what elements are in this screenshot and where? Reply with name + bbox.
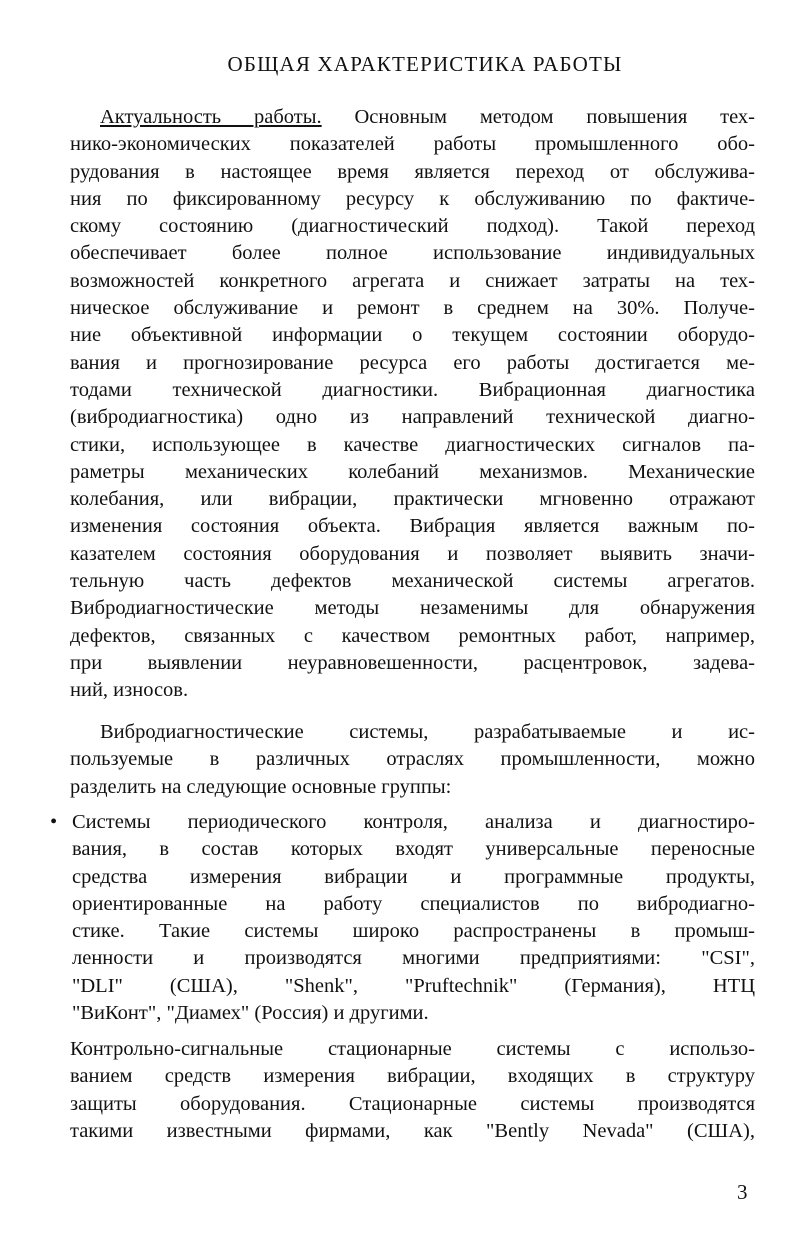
page-title: ОБЩАЯ ХАРАКТЕРИСТИКА РАБОТЫ xyxy=(227,52,623,76)
paragraph-line: возможностей конкретного агрегата и снижает затраты на тех- xyxy=(70,269,755,292)
bullet-icon: • xyxy=(50,811,58,833)
paragraph-line: ния по фиксированному ресурсу к обслуживанию по фактиче- xyxy=(70,187,755,210)
paragraph-line: казателем состояния оборудования и позволяет выявить значи- xyxy=(70,542,755,565)
paragraph-line: ние объективной информации о текущем состоянии оборудо- xyxy=(70,324,755,347)
paragraph-line: "ВиКонт", "Диамех" (Россия) и другими. xyxy=(72,1002,429,1025)
paragraph-groups-intro xyxy=(70,719,755,801)
paragraph-line: средства измерения вибрации и программные продукты, xyxy=(72,865,755,888)
paragraph-line: при выявлении неуравновешенности, расцентровок, задева- xyxy=(70,651,755,674)
paragraph-line: "DLI" (США), "Shenk", "Pruftechnik" (Германия), НТЦ xyxy=(72,974,755,997)
paragraph-line: тодами технической диагностики. Вибрационная диагностика xyxy=(70,378,755,401)
paragraph-line: ленности и производятся многими предприятиями: "CSI", xyxy=(72,947,755,970)
paragraph-line: защиты оборудования. Стационарные системы производятся xyxy=(70,1092,755,1115)
paragraph-line: стике. Такие системы широко распространены в промыш- xyxy=(72,920,755,943)
paragraph-line: ванием средств измерения вибрации, входящих в структуру xyxy=(70,1065,755,1088)
paragraph-line: (вибродиагностика) одно из направлений технической диагно- xyxy=(70,406,755,429)
paragraph-line: нико-экономических показателей работы промышленного обо- xyxy=(70,133,755,156)
paragraph-line: обеспечивает более полное использование индивидуальных xyxy=(70,242,755,265)
paragraph-line: ний, износов. xyxy=(70,679,189,702)
paragraph-line: ническое обслуживание и ремонт в среднем на 30%. Получе- xyxy=(70,297,755,320)
paragraph-line: Системы периодического контроля, анализа и диагностиро- xyxy=(72,811,755,833)
paragraph-line: дефектов, связанных с качеством ремонтных работ, например, xyxy=(70,624,755,647)
paragraph-line: колебания, или вибрации, практически мгновенно отражают xyxy=(70,488,755,511)
paragraph-line: изменения состояния объекта. Вибрация является важным по- xyxy=(70,515,755,538)
bullet-item xyxy=(50,809,755,1027)
paragraph-line: ориентированные на работу специалистов по вибродиагно- xyxy=(72,892,755,915)
paragraph-line: Вибродиагностические системы, разрабатываемые и ис- xyxy=(100,721,755,743)
page-number: 3 xyxy=(737,1180,748,1204)
paragraph-line: Контрольно-сигнальные стационарные системы с использо- xyxy=(70,1038,755,1060)
paragraph-line: вания, в состав которых входят универсальные переносные xyxy=(72,838,755,861)
section-heading: Актуальность работы. xyxy=(100,106,322,128)
paragraph-line: пользуемые в различных отраслях промышленности, можно xyxy=(70,748,755,771)
paragraph-line: скому состоянию (диагностический подход). Такой переход xyxy=(70,215,755,238)
paragraph-stationary-systems xyxy=(70,1036,755,1145)
paragraph-line: стики, использующее в качестве диагностических сигналов па- xyxy=(70,433,755,456)
paragraph-relevance xyxy=(70,104,755,705)
paragraph-line: такими известными фирмами, как "Bently Nevada" (США), xyxy=(70,1119,755,1142)
paragraph-line: разделить на следующие основные группы: xyxy=(70,775,452,798)
paragraph-line: рудования в настоящее время является переход от обслужива- xyxy=(70,160,755,183)
paragraph-line: раметры механических колебаний механизмов. Механические xyxy=(70,460,755,483)
paragraph-line: Вибродиагностические методы незаменимы для обнаружения xyxy=(70,597,755,620)
paragraph-line: тельную часть дефектов механической системы агрегатов. xyxy=(70,570,755,593)
paragraph-line: вания и прогнозирование ресурса его работы достигается ме- xyxy=(70,351,755,374)
paragraph-line xyxy=(70,104,755,131)
line-text: Основным методом повышения тех- xyxy=(321,106,755,128)
